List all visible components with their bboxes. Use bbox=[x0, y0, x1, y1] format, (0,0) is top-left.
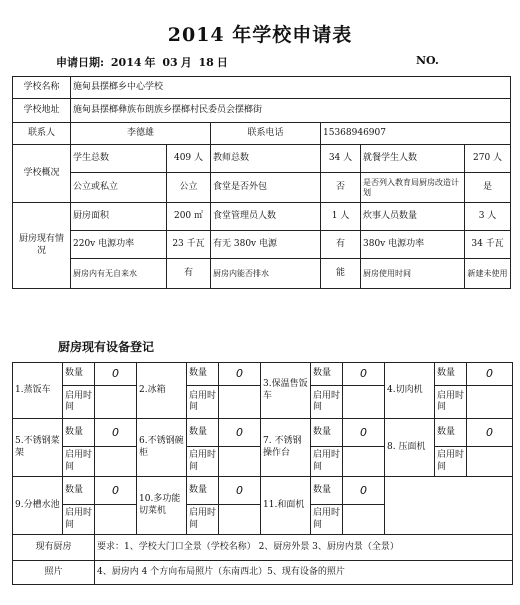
month-unit: 月 bbox=[180, 56, 192, 69]
qty-label: 数量 bbox=[187, 363, 219, 386]
qty-value: 0 bbox=[467, 419, 513, 447]
day-unit: 日 bbox=[216, 56, 228, 69]
equipment-empty-cell bbox=[385, 477, 513, 535]
photos-requirement-2: 4、厨房内 4 个方向布局照片（东南西北）5、现有设备的照片 bbox=[95, 561, 513, 585]
date-label: 启用时间 bbox=[63, 505, 95, 535]
equipment-item-name: 5.不锈钢菜架 bbox=[13, 419, 63, 477]
equipment-item-name: 10.多功能切菜机 bbox=[137, 477, 187, 535]
has380-value: 有 bbox=[321, 231, 361, 259]
apply-year: 2014 bbox=[110, 56, 142, 69]
photos-label-1: 现有厨房 bbox=[13, 535, 95, 561]
qty-label: 数量 bbox=[311, 363, 343, 386]
equipment-item-name: 7. 不锈钢操作台 bbox=[261, 419, 311, 477]
plan-label: 是否列入教育局厨房改造计划 bbox=[361, 173, 465, 203]
date-label: 启用时间 bbox=[435, 447, 467, 477]
plan-value: 是 bbox=[465, 173, 511, 203]
usage-value: 新建未使用 bbox=[465, 259, 511, 289]
qty-label: 数量 bbox=[435, 419, 467, 447]
qty-value: 0 bbox=[95, 419, 137, 447]
school-address-value: 施甸县摆榔彝族布朗族乡摆榔村民委员会摆榔街 bbox=[71, 99, 511, 123]
phone-value: 15368946907 bbox=[321, 123, 511, 145]
date-value bbox=[219, 505, 261, 535]
apply-date-label: 申请日期: bbox=[56, 56, 105, 69]
outsourced-label: 食堂是否外包 bbox=[211, 173, 321, 203]
managers-label: 食堂管理员人数 bbox=[211, 203, 321, 231]
qty-label: 数量 bbox=[435, 363, 467, 386]
date-label: 启用时间 bbox=[435, 386, 467, 419]
equipment-item-name: 2.冰箱 bbox=[137, 363, 187, 419]
qty-value: 0 bbox=[219, 419, 261, 447]
qty-label: 数量 bbox=[63, 363, 95, 386]
contact-value: 李德雄 bbox=[71, 123, 211, 145]
drain-label: 厨房内能否排水 bbox=[211, 259, 321, 289]
date-label: 启用时间 bbox=[187, 386, 219, 419]
equipment-section-title: 厨房现有设备登记 bbox=[58, 340, 155, 354]
equipment-item-name: 6.不锈钢碗柜 bbox=[137, 419, 187, 477]
qty-value: 0 bbox=[467, 363, 513, 386]
tapwater-label: 厨房内有无自来水 bbox=[71, 259, 167, 289]
outsourced-value: 否 bbox=[321, 173, 361, 203]
date-value bbox=[343, 505, 385, 535]
form-number-label: NO. bbox=[416, 54, 439, 67]
qty-value: 0 bbox=[343, 419, 385, 447]
managers-value: 1 人 bbox=[321, 203, 361, 231]
date-label: 启用时间 bbox=[311, 505, 343, 535]
equipment-table bbox=[12, 362, 513, 585]
usage-label: 厨房使用时间 bbox=[361, 259, 465, 289]
date-value bbox=[343, 447, 385, 477]
qty-value: 0 bbox=[219, 363, 261, 386]
qty-label: 数量 bbox=[311, 477, 343, 505]
school-info-table bbox=[12, 76, 511, 289]
school-address-label: 学校地址 bbox=[13, 99, 71, 123]
contact-label: 联系人 bbox=[13, 123, 71, 145]
qty-label: 数量 bbox=[63, 477, 95, 505]
date-value bbox=[343, 386, 385, 419]
equipment-item-name: 8. 压面机 bbox=[385, 419, 435, 477]
students-label: 学生总数 bbox=[71, 145, 167, 173]
has380-label: 有无 380v 电源 bbox=[211, 231, 321, 259]
date-label: 启用时间 bbox=[187, 447, 219, 477]
qty-label: 数量 bbox=[187, 419, 219, 447]
form-title: 2014 年学校申请表 bbox=[167, 24, 353, 46]
date-value bbox=[95, 386, 137, 419]
teachers-label: 教师总数 bbox=[211, 145, 321, 173]
date-value bbox=[467, 447, 513, 477]
boarders-label: 就餐学生人数 bbox=[361, 145, 465, 173]
qty-value: 0 bbox=[343, 363, 385, 386]
equipment-item-name: 11.和面机 bbox=[261, 477, 311, 535]
power220-label: 220v 电源功率 bbox=[71, 231, 167, 259]
area-value: 200 ㎡ bbox=[167, 203, 211, 231]
tapwater-value: 有 bbox=[167, 259, 211, 289]
power380-value: 34 千瓦 bbox=[465, 231, 511, 259]
phone-label: 联系电话 bbox=[211, 123, 321, 145]
school-name-label: 学校名称 bbox=[13, 77, 71, 99]
apply-day: 18 bbox=[198, 56, 214, 69]
qty-label: 数量 bbox=[63, 419, 95, 447]
date-value bbox=[95, 505, 137, 535]
date-label: 启用时间 bbox=[187, 505, 219, 535]
qty-label: 数量 bbox=[311, 419, 343, 447]
cooks-value: 3 人 bbox=[465, 203, 511, 231]
equipment-item-name: 4.切肉机 bbox=[385, 363, 435, 419]
date-label: 启用时间 bbox=[63, 447, 95, 477]
photos-label-2: 照片 bbox=[13, 561, 95, 585]
power220-value: 23 千瓦 bbox=[167, 231, 211, 259]
school-type-value: 公立 bbox=[167, 173, 211, 203]
date-value bbox=[95, 447, 137, 477]
students-value: 409 人 bbox=[167, 145, 211, 173]
cooks-label: 炊事人员数量 bbox=[361, 203, 465, 231]
date-label: 启用时间 bbox=[63, 386, 95, 419]
qty-value: 0 bbox=[95, 477, 137, 505]
apply-month: 03 bbox=[162, 56, 178, 69]
qty-value: 0 bbox=[219, 477, 261, 505]
overview-section-label: 学校概况 bbox=[13, 145, 71, 203]
equipment-item-name: 1.蒸饭车 bbox=[13, 363, 63, 419]
kitchen-section-label: 厨房现有情况 bbox=[13, 203, 71, 289]
equipment-item-name: 3.保温售饭车 bbox=[261, 363, 311, 419]
photos-requirement-1: 要求：1、学校大门口全景（学校名称） 2、厨房外景 3、厨房内景（全景） bbox=[95, 535, 513, 561]
teachers-value: 34 人 bbox=[321, 145, 361, 173]
qty-label: 数量 bbox=[187, 477, 219, 505]
school-name-value: 施甸县摆榔乡中心学校 bbox=[71, 77, 511, 99]
date-value bbox=[219, 447, 261, 477]
power380-label: 380v 电源功率 bbox=[361, 231, 465, 259]
qty-value: 0 bbox=[95, 363, 137, 386]
boarders-value: 270 人 bbox=[465, 145, 511, 173]
school-type-label: 公立或私立 bbox=[71, 173, 167, 203]
year-unit: 年 bbox=[144, 56, 156, 69]
equipment-item-name: 9.分槽水池 bbox=[13, 477, 63, 535]
date-label: 启用时间 bbox=[311, 386, 343, 419]
qty-value: 0 bbox=[343, 477, 385, 505]
apply-date bbox=[56, 54, 228, 70]
area-label: 厨房面积 bbox=[71, 203, 167, 231]
date-value bbox=[467, 386, 513, 419]
date-label: 启用时间 bbox=[311, 447, 343, 477]
date-value bbox=[219, 386, 261, 419]
drain-value: 能 bbox=[321, 259, 361, 289]
